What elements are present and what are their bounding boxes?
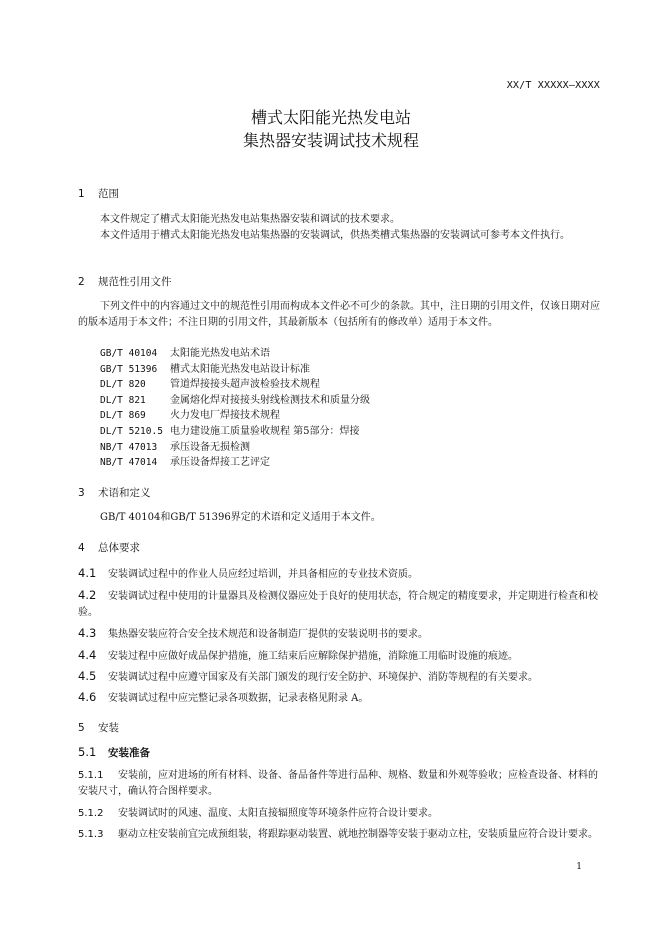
reference-title: 火力发电厂焊接技术规程 xyxy=(170,410,280,421)
clause-item xyxy=(78,806,600,822)
reference-title: 承压设备无损检测 xyxy=(170,442,250,453)
reference-item xyxy=(100,377,320,393)
clause-item xyxy=(78,626,600,643)
reference-code: NB/T 47014 xyxy=(100,457,158,468)
reference-title: 承压设备焊接工艺评定 xyxy=(170,457,270,468)
reference-item xyxy=(100,393,370,409)
clause-number: 4.6 xyxy=(78,690,97,704)
clause-text: 安装调试过程中使用的计量器具及检测仪器应处于良好的使用状态，符合规定的精度要求，并定期进行检查和校验。 xyxy=(78,591,598,618)
section-title: 安装 xyxy=(98,722,119,734)
title-line-2: 集热器安装调试技术规程 xyxy=(242,131,419,150)
reference-title: 管道焊接接头超声波检验技术规程 xyxy=(170,379,320,390)
paragraph: 本文件规定了槽式太阳能光热发电站集热器安装和调试的技术要求。 xyxy=(100,214,400,225)
clause-number: 4.5 xyxy=(78,669,97,683)
clause-item xyxy=(78,588,600,620)
reference-code: NB/T 47013 xyxy=(100,442,158,453)
clause-text: 安装调试过程中应遵守国家及有关部门颁发的现行安全防护、环境保护、消防等规程的有关要求。 xyxy=(108,672,538,683)
section-1-heading xyxy=(78,186,119,201)
section-5-heading xyxy=(78,720,119,735)
clause-item xyxy=(78,827,600,843)
reference-code: GB/T 40104 xyxy=(100,348,158,359)
clause-text: 安装调试过程中应完整记录各项数据，记录表格见附录 A。 xyxy=(108,693,369,704)
clause-text: 集热器安装应符合安全技术规范和设备制造厂提供的安装说明书的要求。 xyxy=(108,629,428,640)
subsection-title: 安装准备 xyxy=(108,747,150,759)
reference-title: 金属熔化焊对接接头射线检测技术和质量分级 xyxy=(170,395,370,406)
reference-item xyxy=(100,424,360,440)
clause-number: 4.3 xyxy=(78,626,97,640)
reference-item xyxy=(100,440,250,456)
reference-code: DL/T 820 xyxy=(100,379,146,390)
section-title: 规范性引用文件 xyxy=(98,276,172,288)
section-number: 1 xyxy=(78,188,85,200)
subsection-5-1-heading xyxy=(78,745,150,760)
clause-text: 安装前，应对进场的所有材料、设备、备品备件等进行品种、规格、数量和外观等验收；应检查设备、材料的安装尺寸，确认符合图样要求。 xyxy=(78,770,598,797)
reference-item xyxy=(100,455,270,471)
subsection-number: 5.1 xyxy=(78,745,97,759)
reference-code: DL/T 5210.5 xyxy=(100,426,163,437)
reference-code: GB/T 51396 xyxy=(100,364,158,375)
reference-title: 电力建设施工质量验收规程 第5部分：焊接 xyxy=(170,426,360,437)
reference-item xyxy=(100,346,270,362)
reference-code: DL/T 869 xyxy=(100,410,146,421)
section-2-heading xyxy=(78,274,172,289)
section-title: 总体要求 xyxy=(98,542,140,554)
section-title: 术语和定义 xyxy=(98,487,151,499)
reference-item xyxy=(100,408,280,424)
clause-item xyxy=(78,768,600,799)
section-title: 范围 xyxy=(98,188,119,200)
title-line-1: 槽式太阳能光热发电站 xyxy=(250,108,411,127)
paragraph: 本文件适用于槽式太阳能光热发电站集热器的安装调试，供热类槽式集热器的安装调试可参考本文件执行。 xyxy=(100,230,570,241)
standard-code: XX/T XXXXX—XXXX xyxy=(506,80,600,91)
section-number: 2 xyxy=(78,276,85,288)
section-number: 5 xyxy=(78,722,85,734)
clause-text: 安装调试过程中的作业人员应经过培训，并具备相应的专业技术资质。 xyxy=(108,569,418,580)
clause-item xyxy=(78,669,600,686)
clause-item xyxy=(78,648,600,665)
section-number: 3 xyxy=(78,487,85,499)
paragraph: GB/T 40104和GB/T 51396界定的术语和定义适用于本文件。 xyxy=(100,512,381,523)
clause-number: 5.1.3 xyxy=(78,829,104,840)
page-number: 1 xyxy=(576,862,582,872)
clause-number: 5.1.1 xyxy=(78,770,104,781)
clause-item xyxy=(78,566,600,583)
section-4-heading xyxy=(78,540,140,555)
clause-number: 4.4 xyxy=(78,648,97,662)
clause-item xyxy=(78,690,600,707)
clause-number: 4.1 xyxy=(78,566,97,580)
section-3-heading xyxy=(78,485,151,500)
clause-number: 5.1.2 xyxy=(78,808,104,819)
clause-text: 驱动立柱安装前宜完成预组装，将跟踪驱动装置、就地控制器等安装于驱动立柱，安装质量应符合设计要求。 xyxy=(118,829,598,840)
reference-title: 槽式太阳能光热发电站设计标准 xyxy=(170,364,310,375)
clause-text: 安装调试时的风速、温度、太阳直接辐照度等环境条件应符合设计要求。 xyxy=(118,808,438,819)
section-number: 4 xyxy=(78,542,85,554)
reference-title: 太阳能光热发电站术语 xyxy=(170,348,270,359)
paragraph: 下列文件中的内容通过文中的规范性引用而构成本文件必不可少的条款。其中，注日期的引用文件，仅该日期对应的版本适用于本文件；不注日期的引用文件，其最新版本（包括所有的修改单）适用于本文件。 xyxy=(78,301,600,328)
reference-item xyxy=(100,362,310,378)
clause-number: 4.2 xyxy=(78,588,97,602)
clause-text: 安装过程中应做好成品保护措施，施工结束后应解除保护措施，消除施工用临时设施的痕迹。 xyxy=(108,651,518,662)
reference-code: DL/T 821 xyxy=(100,395,146,406)
